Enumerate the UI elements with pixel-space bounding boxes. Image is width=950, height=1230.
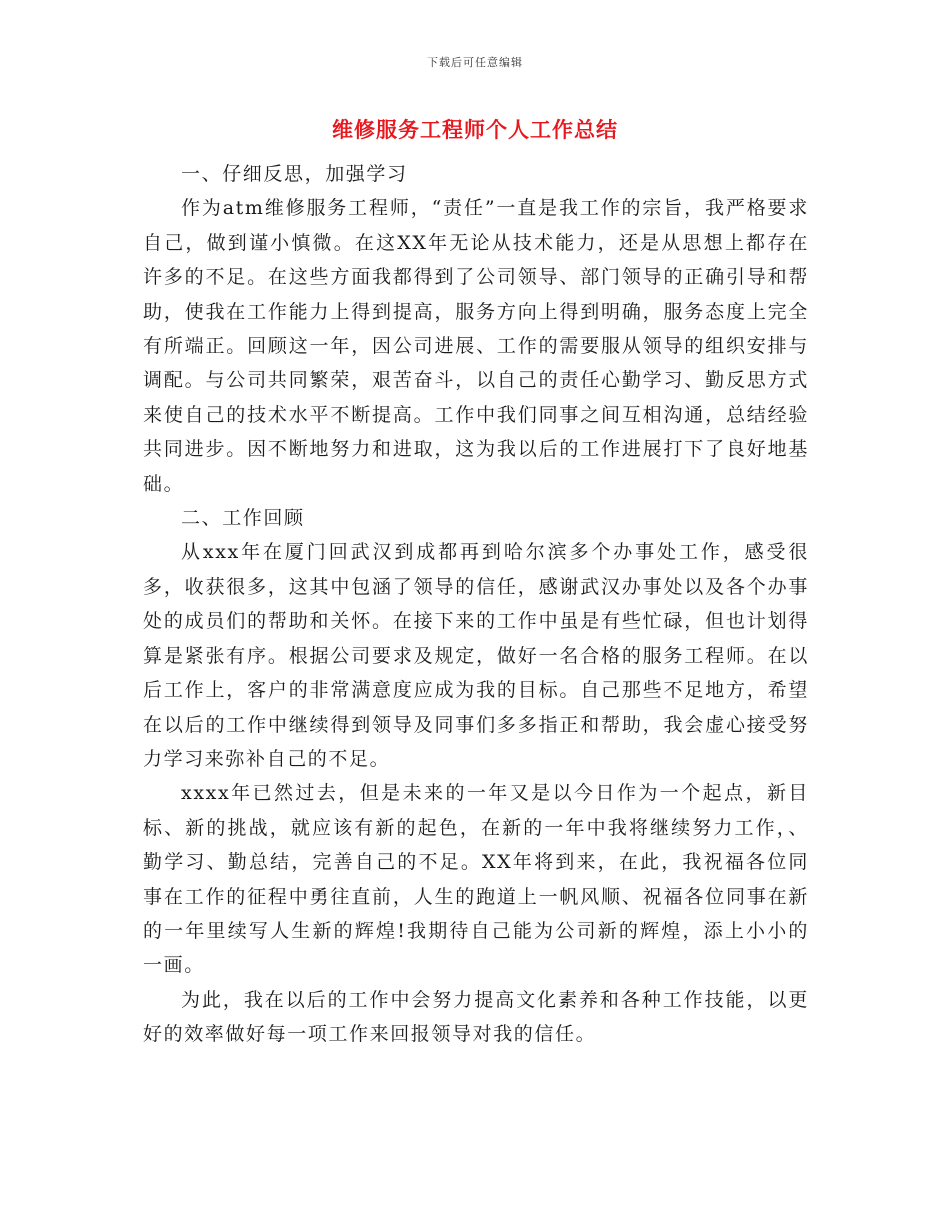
header-note: 下载后可任意编辑 [427,56,523,69]
document-body [143,157,809,1052]
section-heading-2: 二、工作回顾 [181,507,305,530]
body-paragraph-4: 为此，我在以后的工作中会努力提高文化素养和各种工作技能，以更好的效率做好每一项工作来回报领导对我的信任。 [143,988,809,1046]
document-title: 维修服务工程师个人工作总结 [332,117,618,142]
body-paragraph-2: 从xxx年在厦门回武汉到成都再到哈尔滨多个办事处工作，感受很多，收获很多，这其中包涵了领导的信任，感谢武汉办事处以及各个办事处的成员们的帮助和关怀。在接下来的工作中虽是有些忙碌，但也计划得算是紧张有序。根据公司要求及规定，做好一名合格的服务工程师。在以后工作上，客户的非常满意度应成为我的目标。自己那些不足地方，希望在以后的工作中继续得到领导及同事们多多指正和帮助，我会虚心接受努力学习来弥补自己的不足。 [143,541,809,770]
section-heading-1: 一、仔细反思，加强学习 [181,163,408,185]
body-paragraph-1: 作为atm维修服务工程师，“责任”一直是我工作的宗旨，我严格要求自己，做到谨小慎微。在这XX年无论从技术能力，还是从思想上都存在许多的不足。在这些方面我都得到了公司领导、部门领导的正确引导和帮助，使我在工作能力上得到提高，服务方向上得到明确，服务态度上完全有所端正。回顾这一年，因公司进展、工作的需要服从领导的组织安排与调配。与公司共同繁荣，艰苦奋斗，以自己的责任心勤学习、勤反思方式来使自己的技术水平不断提高。工作中我们同事之间互相沟通，总结经验共同进步。因不断地努力和进取，这为我以后的工作进展打下了良好地基础。 [143,197,809,495]
body-paragraph-3: xxxx年已然过去，但是未来的一年又是以今日作为一个起点，新目标、新的挑战，就应该有新的起色，在新的一年中我将继续努力工作，、勤学习、勤总结，完善自己的不足。XX年将到来，在此，我祝福各位同事在工作的征程中勇往直前，人生的跑道上一帆风顺、祝福各位同事在新的一年里续写人生新的辉煌!我期待自己能为公司新的辉煌，添上小小的一画。 [143,782,809,977]
